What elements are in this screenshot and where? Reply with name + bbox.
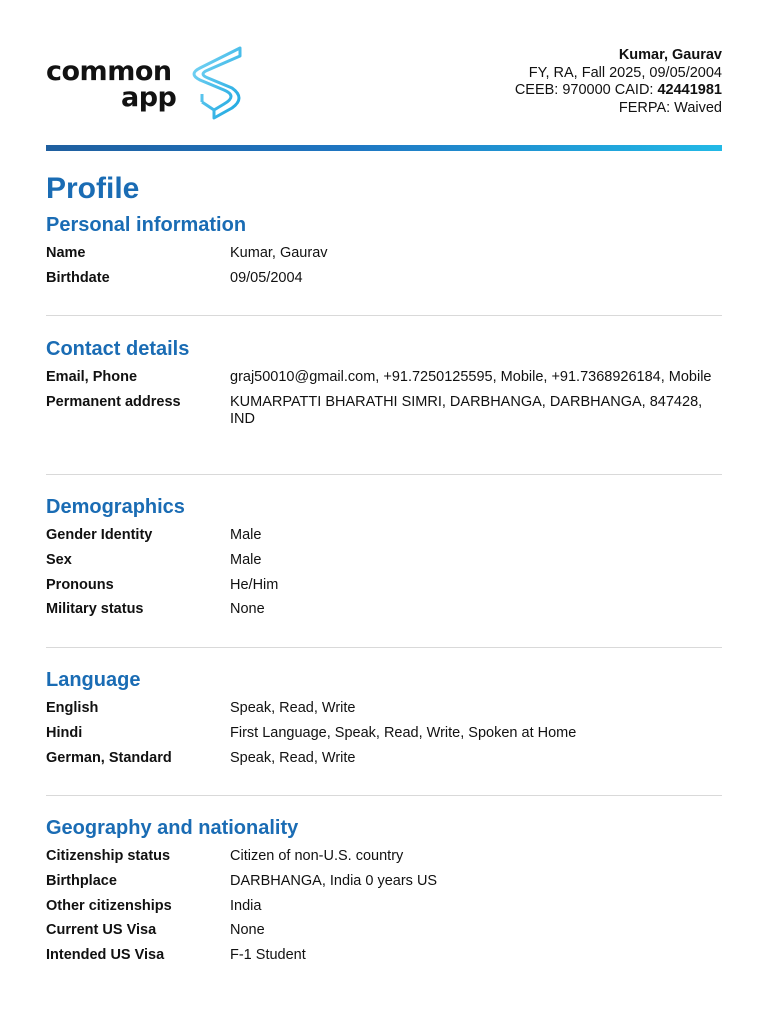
field-value: DARBHANGA, India 0 years US xyxy=(230,872,438,889)
section-geography-nationality xyxy=(46,816,722,972)
field-row xyxy=(46,725,722,743)
field-row xyxy=(46,848,722,866)
ceeb-label: CEEB: 970000 CAID: xyxy=(514,82,658,98)
section-personal-information xyxy=(46,213,722,295)
document-header xyxy=(46,40,722,140)
field-label: English xyxy=(46,700,99,716)
field-value: Speak, Read, Write xyxy=(230,700,356,716)
section-language xyxy=(46,668,722,774)
field-value: He/Him xyxy=(230,576,279,593)
section-contact-details xyxy=(46,337,722,436)
field-value: Citizen of non-U.S. country xyxy=(230,848,404,864)
applicant-meta xyxy=(515,47,722,117)
field-row xyxy=(46,369,722,387)
field-label: Intended US Visa xyxy=(46,947,165,964)
field-value: First Language, Speak, Read, Write, Spoken at Home xyxy=(230,724,577,741)
logo-wordmark-line1: common xyxy=(46,56,172,87)
header-gradient-rule xyxy=(46,145,722,151)
field-value: KUMARPATTI BHARATHI SIMRI, DARBHANGA, DARBHANGA, 847428, IND xyxy=(230,393,703,428)
applicant-name: Kumar, Gaurav xyxy=(618,47,722,63)
field-row xyxy=(46,922,722,940)
field-row xyxy=(46,245,722,263)
field-label: Email, Phone xyxy=(46,369,138,385)
field-label: Citizenship status xyxy=(46,848,171,864)
field-label: Pronouns xyxy=(46,576,114,593)
field-value: Male xyxy=(230,551,262,568)
field-label: Birthdate xyxy=(46,269,110,286)
field-value: None xyxy=(230,922,265,939)
field-label: Military status xyxy=(46,601,144,618)
field-row xyxy=(46,270,722,288)
section-title: Demographics xyxy=(46,496,185,518)
field-value: graj50010@gmail.com, +91.7250125595, Mobile, +91.7368926184, Mobile xyxy=(230,369,712,385)
page-title: Profile xyxy=(46,172,140,205)
common-app-mark-icon xyxy=(180,44,244,120)
field-row xyxy=(46,947,722,965)
field-value: Kumar, Gaurav xyxy=(230,245,328,261)
field-label: Current US Visa xyxy=(46,922,157,939)
section-title: Geography and nationality xyxy=(46,817,299,839)
field-label: Hindi xyxy=(46,724,83,741)
section-title: Contact details xyxy=(46,338,190,360)
field-label: Name xyxy=(46,245,86,261)
field-row xyxy=(46,750,722,768)
field-value: India xyxy=(230,897,262,914)
field-value: Male xyxy=(230,527,262,543)
field-value: F-1 Student xyxy=(230,947,306,964)
section-divider xyxy=(46,795,722,796)
field-row xyxy=(46,873,722,891)
field-label: Sex xyxy=(46,551,72,568)
field-row xyxy=(46,700,722,718)
caid-value: 42441981 xyxy=(657,82,722,98)
section-divider xyxy=(46,647,722,648)
section-demographics xyxy=(46,495,722,626)
common-app-logo xyxy=(46,44,246,120)
section-divider xyxy=(46,474,722,475)
ferpa-status: FERPA: Waived xyxy=(618,99,722,116)
field-row xyxy=(46,898,722,916)
ceeb-caid-line xyxy=(515,82,722,100)
logo-wordmark-line2: app xyxy=(121,82,177,113)
field-label: Other citizenships xyxy=(46,897,172,914)
field-row xyxy=(46,601,722,619)
section-divider xyxy=(46,315,722,316)
field-value: Speak, Read, Write xyxy=(230,749,356,766)
field-label: Permanent address xyxy=(46,393,181,410)
field-value: None xyxy=(230,601,265,618)
section-title: Language xyxy=(46,669,141,691)
section-title: Personal information xyxy=(46,214,247,236)
applicant-details: FY, RA, Fall 2025, 09/05/2004 xyxy=(528,64,722,81)
field-row xyxy=(46,527,722,545)
field-label: German, Standard xyxy=(46,749,172,766)
field-label: Gender Identity xyxy=(46,527,153,543)
field-value: 09/05/2004 xyxy=(230,269,303,286)
field-row xyxy=(46,394,722,429)
field-row xyxy=(46,577,722,595)
field-row xyxy=(46,552,722,570)
field-label: Birthplace xyxy=(46,872,117,889)
